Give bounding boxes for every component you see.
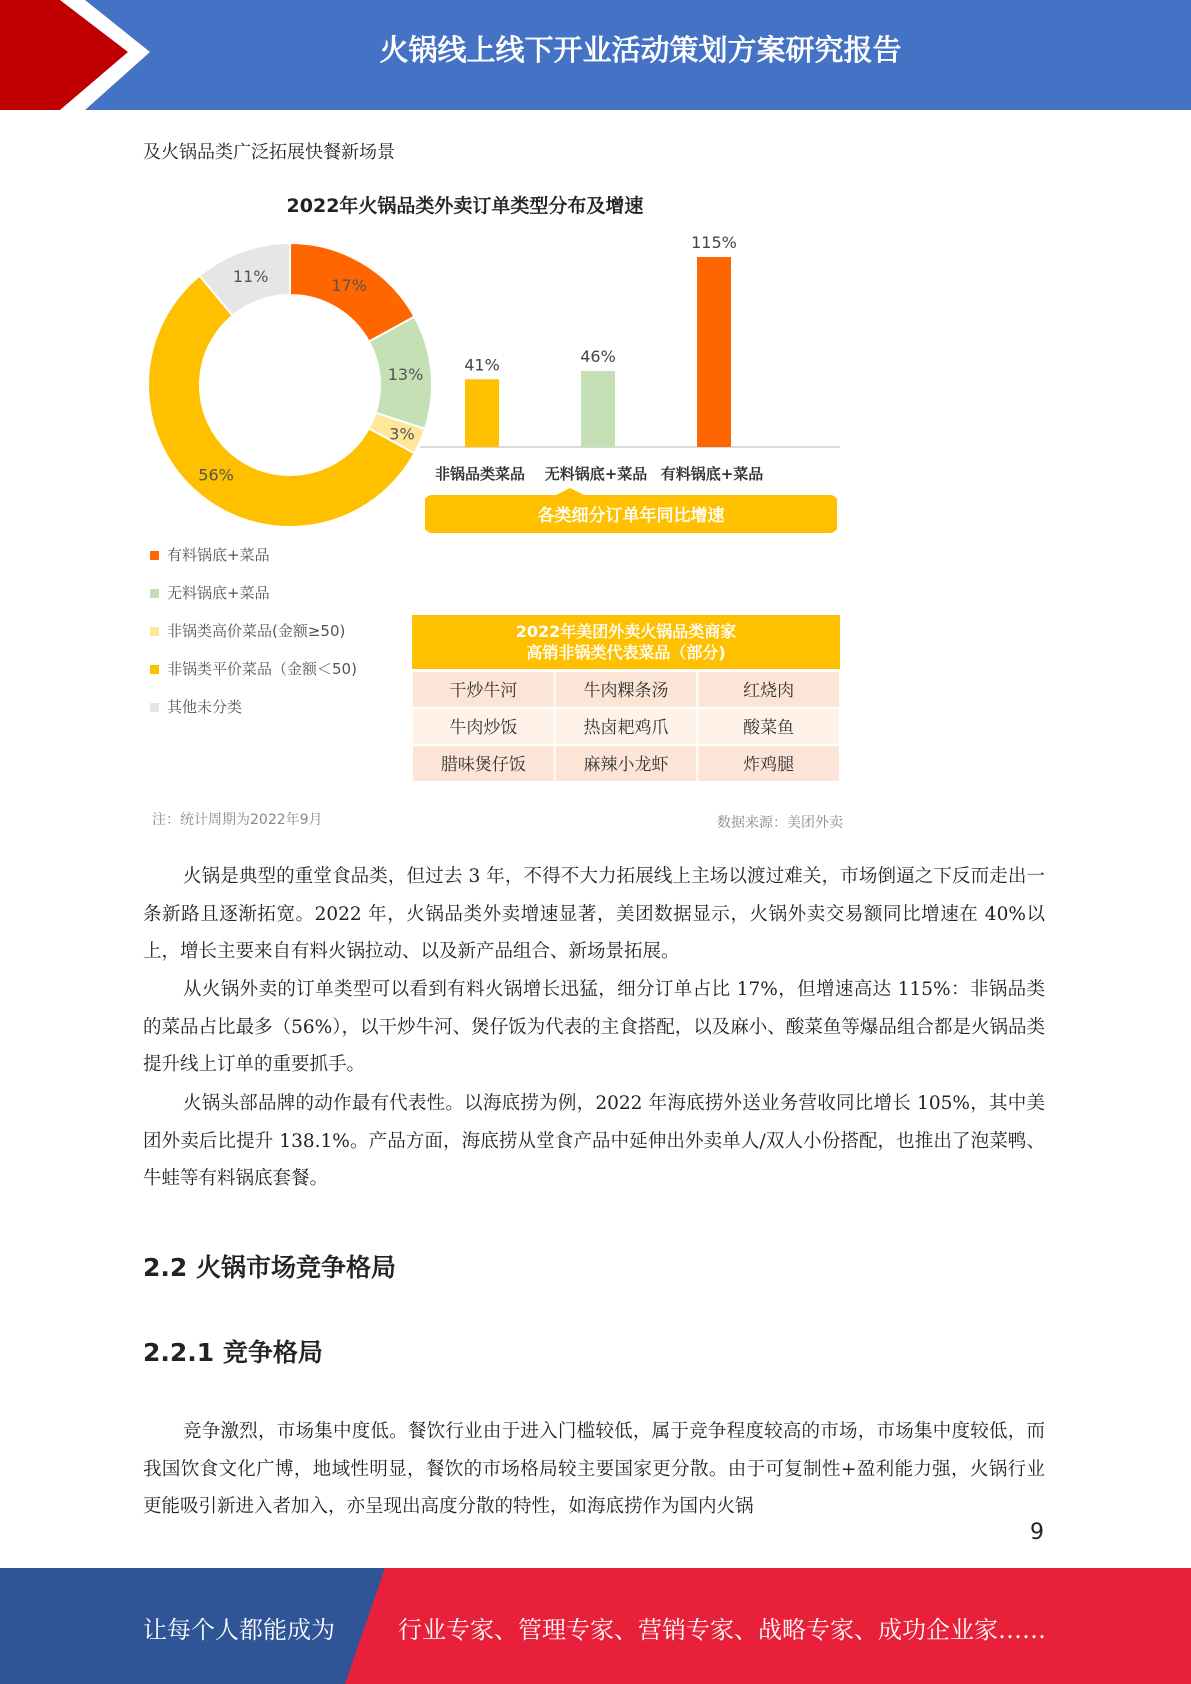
legend-label: 非锅类平价菜品（金额＜50) — [167, 660, 357, 678]
bar-value-label: 115% — [691, 233, 737, 252]
legend-swatch — [150, 589, 159, 598]
table-cell: 干炒牛河 — [449, 681, 518, 701]
section-heading: 2.2 火锅市场竞争格局 — [143, 1253, 396, 1282]
chart-note: 注：统计周期为2022年9月 — [152, 812, 323, 828]
legend-swatch — [150, 665, 159, 674]
bar-value-label: 41% — [464, 355, 500, 375]
bar-caption: 各类细分订单年同比增速 — [537, 506, 725, 526]
legend-label: 非锅类高价菜品(金额≥50) — [167, 622, 346, 640]
bar — [581, 371, 615, 447]
bar-category-label: 有料锅底+菜品 — [660, 465, 764, 483]
legend-label: 有料锅底+菜品 — [167, 546, 270, 564]
donut-slice-label: 13% — [387, 365, 424, 385]
growth-bar-chart — [420, 233, 840, 533]
footer-slogan-right: 行业专家、管理专家、营销专家、战略专家、成功企业家…… — [398, 1616, 1046, 1644]
order-type-chart-figure — [140, 180, 860, 840]
table-cell: 牛肉炒饭 — [449, 718, 518, 738]
donut-chart — [148, 243, 432, 527]
page-header — [0, 0, 1191, 110]
subsection-heading: 2.2.1 竞争格局 — [143, 1338, 323, 1367]
donut-slice-label: 56% — [198, 465, 234, 485]
table-title-line: 2022年美团外卖火锅品类商家 — [515, 622, 737, 641]
legend-label: 其他未分类 — [167, 698, 243, 716]
chart-title: 2022年火锅品类外卖订单类型分布及增速 — [286, 195, 644, 217]
page-number: 9 — [1030, 1520, 1044, 1545]
legend-swatch — [150, 551, 159, 560]
legend-swatch — [150, 627, 159, 636]
bar — [465, 379, 499, 447]
bar — [697, 257, 731, 447]
footer-slogan-left: 让每个人都能成为 — [143, 1616, 335, 1644]
paragraph-4: 竞争激烈，市场集中度低。餐饮行业由于进入门槛较低，属于竞争程度较高的市场，市场集中度较低，而我国饮食文化广博，地域性明显，餐饮的市场格局较主要国家更分散。由于可复制性+盈利能力强，火锅行业更能吸引新进入者加入，亦呈现出高度分散的特性，如海底捞作为国内火锅 — [143, 1421, 1045, 1517]
donut-slice-label: 11% — [232, 266, 269, 286]
bar-value-label: 46% — [580, 347, 616, 366]
table-cell: 腊味煲仔饭 — [440, 755, 526, 775]
table-cell: 牛肉粿条汤 — [583, 681, 669, 701]
paragraph-3: 火锅头部品牌的动作最有代表性。以海底捞为例，2022 年海底捞外送业务营收同比增长 105%，其中美团外卖后比提升 138.1%。产品方面，海底捞从堂食产品中延伸出外卖单人/双人小份搭配，也推出了泡菜鸭、牛蛙等有料锅底套餐。 — [143, 1093, 1045, 1189]
chart-source: 数据来源：美团外卖 — [717, 815, 843, 831]
intro-line: 及火锅品类广泛拓展快餐新场景 — [143, 142, 395, 163]
dish-table — [412, 615, 840, 781]
legend-label: 无料锅底+菜品 — [167, 584, 270, 602]
table-title-line: 高销非锅类代表菜品（部分) — [526, 643, 726, 662]
table-cell: 热卤耙鸡爪 — [583, 718, 669, 738]
donut-legend — [150, 546, 357, 716]
table-cell: 麻辣小龙虾 — [583, 755, 669, 775]
table-cell: 红烧肉 — [743, 681, 795, 701]
header-title: 火锅线上线下开业活动策划方案研究报告 — [379, 33, 902, 67]
page-footer — [0, 1568, 1191, 1684]
table-cell: 酸菜鱼 — [743, 718, 795, 738]
table-cell: 炸鸡腿 — [743, 755, 795, 775]
donut-slice-label: 17% — [331, 276, 367, 296]
paragraph-1: 火锅是典型的重堂食品类，但过去 3 年，不得不大力拓展线上主场以渡过难关，市场倒逼之下反而走出一条新路且逐渐拓宽。2022 年，火锅品类外卖增速显著，美团数据显示，火锅外卖交易额同比增速在 40%以上，增长主要来自有料火锅拉动、以及新产品组合、新场景拓展。 — [143, 866, 1045, 962]
bar-category-label: 无料锅底+菜品 — [544, 465, 648, 483]
paragraph-2: 从火锅外卖的订单类型可以看到有料火锅增长迅猛，细分订单占比 17%，但增速高达 115%：非锅品类的菜品占比最多（56%），以干炒牛河、煲仔饭为代表的主食搭配，以及麻小、酸菜鱼等爆品组合都是火锅品类提升线上订单的重要抓手。 — [143, 979, 1045, 1075]
legend-swatch — [150, 703, 159, 712]
bar-category-label: 非锅品类菜品 — [434, 465, 526, 483]
donut-slice-label: 3% — [389, 424, 415, 444]
